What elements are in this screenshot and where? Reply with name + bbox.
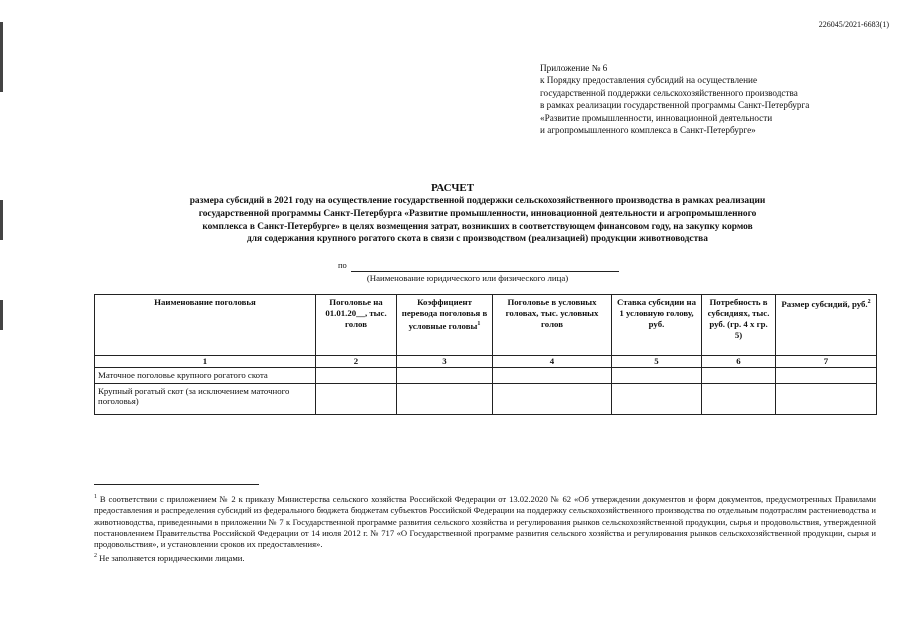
document-id: 226045/2021-6683(1) (818, 20, 889, 29)
scan-edge-mark (0, 22, 3, 92)
column-number: 7 (776, 356, 877, 368)
footnotes (94, 492, 876, 564)
footnote-1: $^1$ В соответствии с приложением № 2 к приказу Министерства сельского хозяйства Российской Федерации от 13.02.2020 № 62 «Об утверждении документов и форм документов, предусмотренных Правилами предоставления и распределения субсидий из федерального бюджета бюджетам субъектов Российской Федерации на поддержку сельскохозяйственного производства по отдельным подотраслям растениеводства и животноводства, приведенными в приложении № 7 к Государственной программе развития сельского хозяйства и регулирования рынков сельскохозяйственной продукции, сырья и продовольствия, утвержденной постановлением Правительства Российской Федерации от 14 июля 2012 г. № 717 «О Государственной программе развития сельского хозяйства и регулирования рынков сельскохозяйственной продукции, сырья и продовольствия», и установлении сроков их предоставления». (94, 493, 876, 550)
document-subtitle: размера субсидий в 2021 году на осуществление государственной поддержки сельскохозяйственного производства в рамках реализации государственной программы Санкт-Петербурга «Развитие промышленности, инновационной деятельности и агропромышленного комплекса в Санкт-Петербурге» в целях возмещения затрат, возникших в соответствующем финансовом году, на закупку кормов для содержания крупного рогатого скота в связи с производством (реализацией) продукции животноводства (189, 196, 766, 245)
table-cell (493, 383, 612, 414)
header-cell: Поголовье в условных головах, тыс. условных голов (493, 295, 612, 356)
row-label: Крупный рогатый скот (за исключением маточного поголовья) (95, 383, 316, 414)
table-cell (316, 383, 397, 414)
header-cell: Коэффициент перевода поголовья в условные головы$^1$ (397, 295, 493, 356)
column-number: 6 (702, 356, 776, 368)
row-label: Маточное поголовье крупного рогатого скота (95, 368, 316, 384)
footnote-separator (94, 484, 259, 485)
appendix-text: к Порядку предоставления субсидий на осуществление государственной поддержки сельскохозяйственного производства в рамках реализации государственной программы Санкт-Петербурга «Развитие промышленности, инновационной деятельности и агропромышленного комплекса в Санкт-Петербурге» (540, 75, 810, 136)
table-cell (776, 368, 877, 384)
document-title: РАСЧЕТ (430, 182, 475, 194)
column-number: 4 (493, 356, 612, 368)
footnote-ref: 1 (477, 321, 481, 327)
scan-edge-mark (0, 300, 3, 330)
header-cell: Наименование поголовья (95, 295, 316, 356)
po-hint: (Наименование юридического или физического лица) (366, 273, 569, 283)
table-row (95, 368, 877, 384)
table-cell (397, 368, 493, 384)
column-number-row (95, 356, 877, 368)
scan-edge-mark (0, 200, 3, 240)
table-header-row (95, 295, 877, 356)
table-cell (493, 368, 612, 384)
table-cell (702, 383, 776, 414)
table-cell (612, 383, 702, 414)
table-cell (316, 368, 397, 384)
column-number: 5 (612, 356, 702, 368)
appendix-block (540, 62, 809, 136)
footnote-ref: 2 (867, 299, 871, 305)
footnote-2: $^2$ Не заполняется юридическими лицами. (94, 552, 245, 563)
po-underline (351, 271, 619, 272)
header-cell: Поголовье на 01.01.20__, тыс. голов (316, 295, 397, 356)
table-cell (612, 368, 702, 384)
header-cell: Размер субсидий, руб.$^2$ (776, 295, 877, 356)
column-number: 3 (397, 356, 493, 368)
column-number: 1 (95, 356, 316, 368)
table-cell (397, 383, 493, 414)
table-cell (702, 368, 776, 384)
header-cell: Потребность в субсидиях, тыс. руб. (гр. 4 х гр. 5) (702, 295, 776, 356)
header-cell: Ставка субсидии на 1 условную голову, руб. (612, 295, 702, 356)
calculation-table (94, 294, 877, 415)
appendix-title: Приложение № 6 (540, 63, 608, 73)
column-number: 2 (316, 356, 397, 368)
table-row (95, 383, 877, 414)
po-label: по (338, 260, 347, 270)
table-cell (776, 383, 877, 414)
